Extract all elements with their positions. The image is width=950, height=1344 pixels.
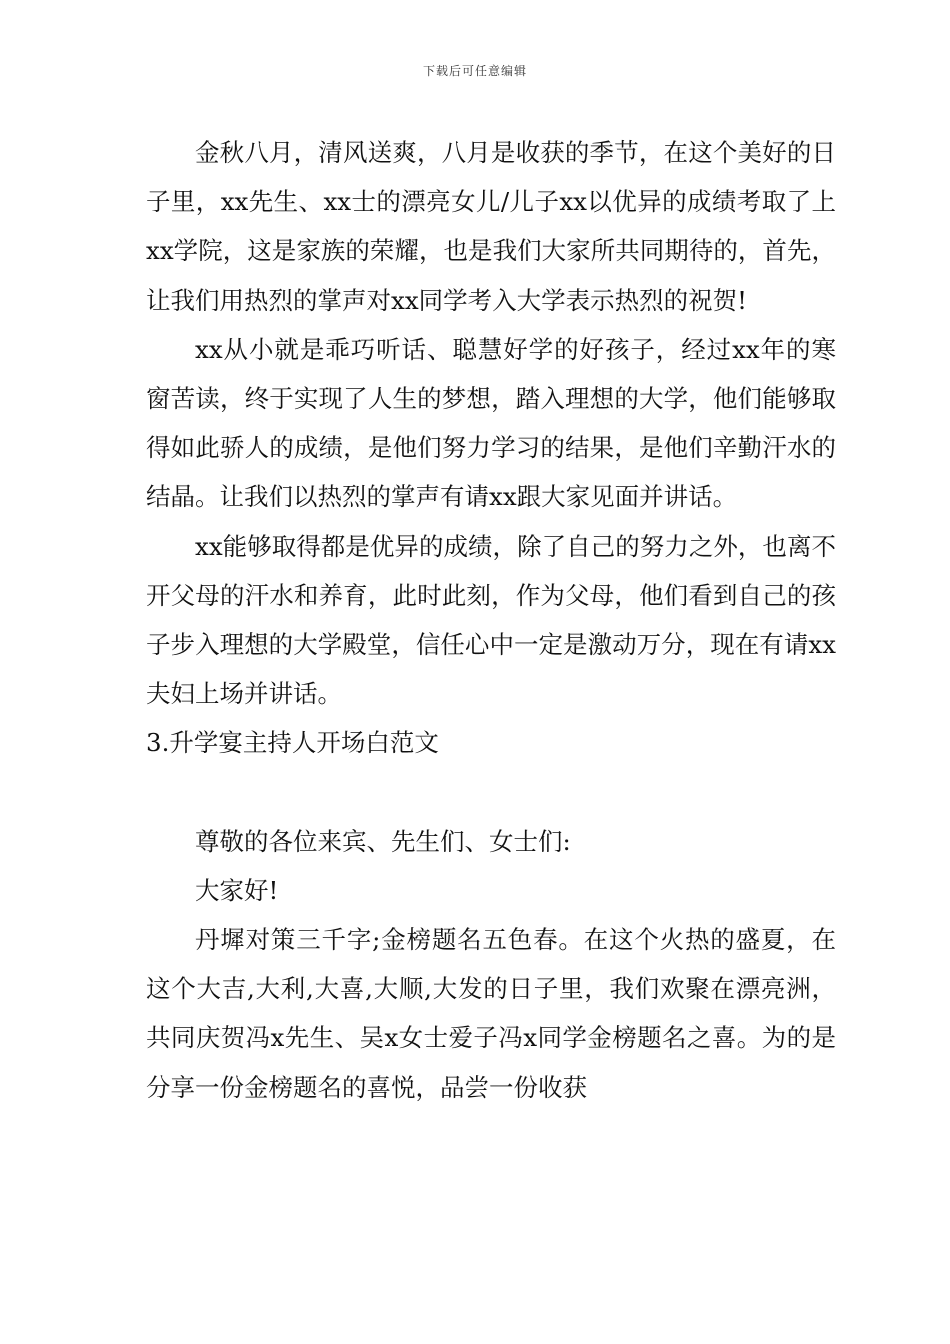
greeting-line: 尊敬的各位来宾、先生们、女士们:: [195, 826, 571, 856]
hello-line: 大家好!: [195, 875, 279, 905]
paragraph-4: 丹墀对策三千字;金榜题名五色春。在这个火热的盛夏，在这个大吉,大利,大喜,大顺,大发的日子里，我们欢聚在漂亮洲，共同庆贺冯x先生、吴x女士爱子冯x同学金榜题名之喜。为的是分享一份金榜题名的喜悦，品尝一份收获: [146, 925, 836, 1102]
document-body: [146, 128, 836, 1112]
page-header: 下载后可任意编辑: [422, 64, 527, 78]
paragraph-2: xx从小就是乖巧听话、聪慧好学的好孩子，经过xx年的寒窗苦读，终于实现了人生的梦想，踏入理想的大学，他们能够取得如此骄人的成绩，是他们努力学习的结果，是他们辛勤汗水的结晶。让我们以热烈的掌声有请xx跟大家见面并讲话。: [146, 334, 836, 512]
paragraph-3: xx能够取得都是优异的成绩，除了自己的努力之外，也离不开父母的汗水和养育，此时此刻，作为父母，他们看到自己的孩子步入理想的大学殿堂，信任心中一定是激动万分，现在有请xx夫妇上场并讲话。: [146, 531, 836, 709]
section-title: 3.升学宴主持人开场白范文: [146, 728, 439, 758]
blank-line: [146, 768, 836, 817]
paragraph-1: 金秋八月，清风送爽，八月是收获的季节，在这个美好的日子里，xx先生、xx士的漂亮女儿/儿子xx以优异的成绩考取了上xx学院，这是家族的荣耀，也是我们大家所共同期待的，首先，让我们用热烈的掌声对xx同学考入大学表示热烈的祝贺!: [146, 138, 836, 315]
